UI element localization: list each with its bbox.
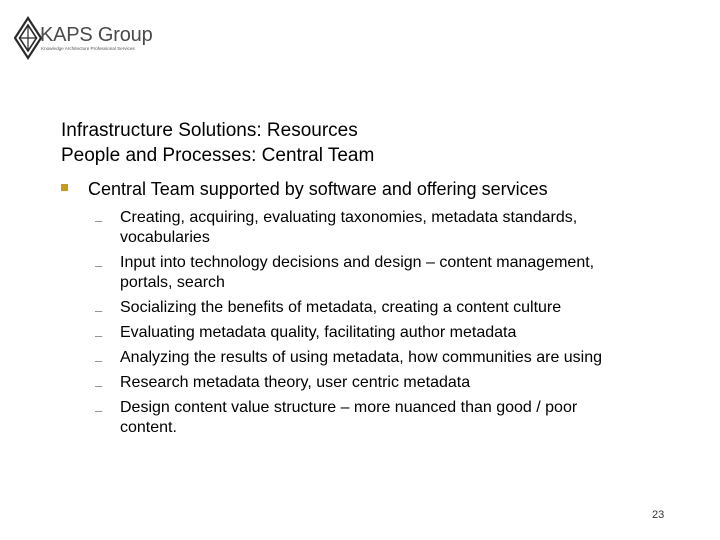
list-item [95,373,685,393]
list-item-line: portals, search [120,274,225,291]
dash-bullet-icon: – [95,303,103,318]
dash-bullet-icon: – [95,213,103,228]
list-item-line: content. [120,419,177,436]
list-item [95,323,685,343]
list-item-line: Evaluating metadata quality, facilitating author metadata [120,324,517,341]
kaps-logo [14,16,154,60]
list-item [95,208,685,248]
list-item-line: Research metadata theory, user centric metadata [120,374,471,391]
list-item [95,298,685,318]
list-item-line: vocabularies [120,229,210,246]
page-number: 23 [652,509,665,521]
dash-bullet-icon: – [95,258,103,273]
dash-bullet-icon: – [95,403,103,418]
logo-tagline: Knowledge Architecture Professional Services [41,46,135,51]
list-item-line: Analyzing the results of using metadata, how communities are using [120,349,603,366]
slide-title-line-2: People and Processes: Central Team [61,145,375,166]
dash-bullet-icon: – [95,353,103,368]
list-item-line: Input into technology decisions and design – content management, [120,254,595,271]
slide-title-line-1: Infrastructure Solutions: Resources [61,120,358,141]
logo-name: KAPS Group [40,24,153,46]
list-item [95,253,685,293]
sub-bullet-list [95,208,685,438]
list-item-line: Creating, acquiring, evaluating taxonomies, metadata standards, [120,209,578,226]
list-item [95,348,685,368]
dash-bullet-icon: – [95,328,103,343]
list-item-line: Design content value structure – more nuanced than good / poor [120,399,578,416]
slide-title [61,118,374,168]
list-item [95,398,685,438]
list-item-line: Socializing the benefits of metadata, creating a content culture [120,299,562,316]
main-bullet-text: Central Team supported by software and offering services [88,179,548,199]
dash-bullet-icon: – [95,378,103,393]
square-bullet-icon [61,184,68,191]
